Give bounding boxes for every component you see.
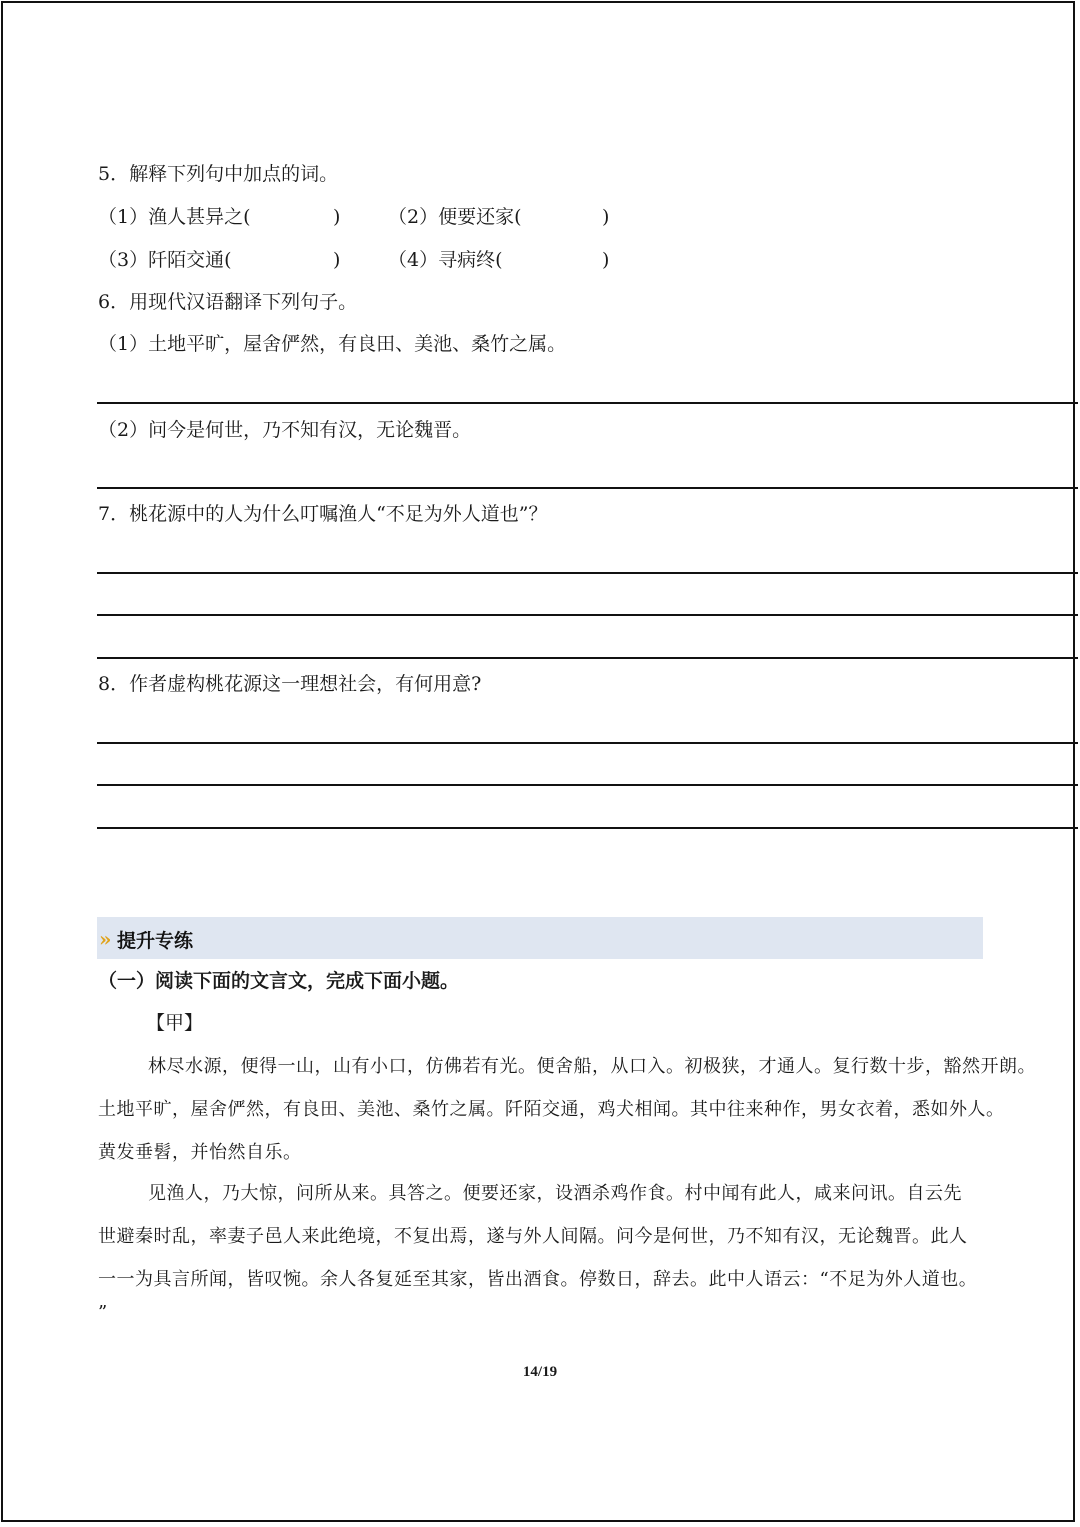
q8-title: 8．作者虚构桃花源这一理想社会，有何用意?	[98, 673, 482, 695]
passage-paragraph-1	[98, 1045, 1036, 1174]
q5-item-1-label: （1）渔人甚异之(	[98, 206, 251, 228]
answer-line	[97, 657, 1078, 659]
q5-item-4	[388, 248, 610, 272]
section-header	[97, 917, 983, 959]
page-number: 14/19	[522, 1364, 558, 1380]
answer-line	[97, 402, 1078, 404]
answer-line	[97, 742, 1078, 744]
answer-line	[97, 614, 1078, 616]
reading-instruction: （一）阅读下面的文言文，完成下面小题。	[98, 970, 460, 992]
passage-line: 见渔人，乃大惊，问所从来。具答之。便要还家，设酒杀鸡作食。村中闻有此人，咸来问讯。自云先	[148, 1183, 962, 1204]
passage-line: 一一为具言所闻，皆叹惋。余人各复延至其家，皆出酒食。停数日，辞去。此中人语云：“不足为外人道也。	[98, 1269, 978, 1290]
q6-title: 6．用现代汉语翻译下列句子。	[98, 291, 358, 313]
passage-line: 林尽水源，便得一山，山有小口，仿佛若有光。便舍船，从口入。初极狭，才通人。复行数十步，豁然开朗。	[148, 1056, 1036, 1077]
q5-item-2-label: （2）便要还家(	[388, 206, 522, 228]
answer-line	[97, 572, 1078, 574]
answer-line	[97, 827, 1078, 829]
q5-item-1-close: )	[333, 206, 341, 228]
q6-sentence-2: （2）问今是何世，乃不知有汉，无论魏晋。	[98, 419, 472, 441]
passage-line: ”	[98, 1302, 108, 1323]
q6-sentence-1: （1）土地平旷，屋舍俨然，有良田、美池、桑竹之属。	[98, 333, 567, 355]
q5-item-4-close: )	[602, 249, 610, 271]
passage-line: 世避秦时乱，率妻子邑人来此绝境，不复出焉，遂与外人间隔。问今是何世，乃不知有汉，无论魏晋。此人	[98, 1226, 968, 1247]
answer-line	[97, 487, 1078, 489]
passage-line: 黄发垂髫，并怡然自乐。	[98, 1142, 302, 1163]
q5-item-3-close: )	[333, 249, 341, 271]
q7-title: 7．桃花源中的人为什么叮嘱渔人“不足为外人道也”？	[98, 503, 548, 525]
double-chevron-icon: »	[99, 927, 106, 951]
q5-item-1	[98, 205, 341, 229]
section-title: 提升专练	[117, 930, 194, 952]
passage-line: 土地平旷，屋舍俨然，有良田、美池、桑竹之属。阡陌交通，鸡犬相闻。其中往来种作，男女衣着，悉如外人。	[98, 1099, 1005, 1120]
q5-item-2	[388, 205, 610, 229]
q5-item-2-close: )	[602, 206, 610, 228]
q5-item-3	[98, 248, 341, 272]
passage-paragraph-2	[98, 1172, 998, 1325]
q5-title: 5．解释下列句中加点的词。	[98, 163, 339, 185]
q5-item-4-label: （4）寻病终(	[388, 249, 503, 271]
q5-item-3-label: （3）阡陌交通(	[98, 249, 232, 271]
passage-label: 【甲】	[146, 1012, 204, 1034]
answer-line	[97, 784, 1078, 786]
